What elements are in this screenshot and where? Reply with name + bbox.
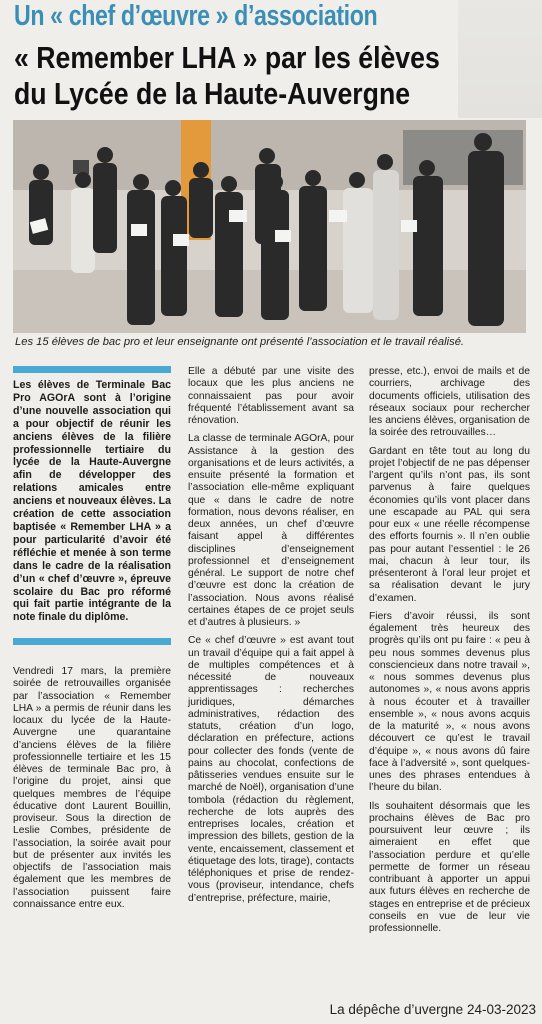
headline: [14, 40, 440, 112]
column-3: [369, 366, 530, 941]
group-photo: [13, 120, 526, 333]
photo-illustration: [13, 120, 526, 333]
kicker-title: Un « chef d’œuvre » d’association: [14, 0, 378, 32]
body-paragraph-3: La classe de terminale AGOrA, pour Assistance à la gestion des organisations et de leurs activités, a ensuite présenté la formation et l’association elle-même expliquant que « dans le cadre de notre formation, nous devons réaliser, en deux années, un chef d’œuvre faisant appel à différentes disciplines d’enseignement professionnel et d’enseignement général. Le support de notre chef d’œuvre est donc la création de l’association. Nous avons réalisé certaines étapes de ce projet seuls et d’autres à plusieurs. »: [188, 433, 354, 628]
body-paragraph-8: Ils souhaitent désormais que les prochains élèves de Bac pro poursuivent leur œuvre ; ils aimeraient en effet que l’association perdure et qu’elle permette de former un réseau contribuant à apporter un appui aux futurs élèves en recherche de stages en entreprise et de précieux conseils en vue de leur vie professionnelle.: [369, 800, 530, 934]
headline-line-1: « Remember LHA » par les élèves: [14, 40, 440, 75]
body-paragraph-6: Gardant en tête tout au long du projet l’objectif de ne pas dépenser l’argent qu’ils n’ont pas, ils sont parvenus à faire quelques économies qu’ils vont placer dans une escapade au PAL qui sera pour eux « une réelle récompense des efforts fournis ». Il n’en oublie pas pour autant l’essentiel : le 26 mai, chacun à leur tour, ils présenteront à l’oral leur projet et sa réalisation devant le jury d’examen.: [369, 445, 530, 604]
section-bar-top: [13, 366, 171, 373]
body-paragraph-4: Ce « chef d’œuvre » est avant tout un travail d’équipe qui a fait appel à de multiples compétences et à nécessité de nouveaux apprentissages : recherches juridiques, démarches administratives, rédaction des statuts, création d’un logo, déclaration en préfecture, actions pour collecter des fonds (vente de pains au chocolat, confections de pâtisseries vendues ensuite sur le marché de Noël), organisation d’une tombola (rédaction du règlement, recherche de lots auprès des entreprises locales, création et impression des billets, gestion de la vente, encaissement, classement et étiquetage des lots, tirage), contacts téléphoniques et prise de rendez-vous (proviseur, intendance, chefs d’entreprise, préfecture, mairie,: [188, 635, 354, 904]
headline-line-2: du Lycée de la Haute-Auvergne: [14, 76, 411, 111]
photo-caption: Les 15 élèves de bac pro et leur enseignante ont présenté l’association et le travail réalisé.: [15, 336, 465, 348]
adjacent-article-fragment: [458, 0, 542, 118]
column-1: [13, 366, 171, 911]
body-paragraph-7: Fiers d’avoir réussi, ils sont également très heureux des progrès qu’ils ont pu faire : « peu à peu nous sommes devenus plus consciencieux dans notre travail », « nous sommes devenus plus autonomes », « nous avons appris à nous écouter et à travailler ensemble », « nous avons acquis de la maturité », « nous avons découvert ce qu’est le travail d’équipe », « nous avons dû faire face à l’adversité », sont quelques-unes des phrases entendues à l’heure du bilan.: [369, 610, 530, 794]
body-paragraph-1: Vendredi 17 mars, la première soirée de retrouvailles organisée par l’association « Remember LHA » a permis de réunir dans les locaux du lycée de la Haute-Auvergne une quarantaine d’anciens élèves de la filière professionnelle tertiaire et les 15 élèves de terminale Bac pro, à l’origine du projet, ainsi que quelques membres de l’équipe éducative dont Laurent Bouillin, proviseur. Sous la direction de Leslie Combes, présidente de l’association, la soirée avait pour but de présenter aux invités les objectifs de l’association mais également que les membres de l’association puissent faire connaissance entre eux.: [13, 666, 171, 910]
body-paragraph-5: presse, etc.), envoi de mails et de courriers, archivage des documents officiels, utilisation des réseaux sociaux pour rechercher les anciens élèves, organisation de la soirée des retrouvailles…: [369, 366, 530, 439]
body-paragraph-2: Elle a débuté par une visite des locaux que les plus anciens ne connaissaient pas pour avoir fréquenté l’établissement avant sa rénovation.: [188, 366, 354, 426]
section-bar-middle: [13, 638, 171, 645]
column-2: [188, 366, 354, 911]
intro-paragraph: Les élèves de Terminale Bac Pro AGOrA sont à l’origine d’une nouvelle association qui a pour objectif de réunir les anciens élèves de la filière professionnelle tertiaire du lycée de la Haute-Auvergne afin de développer des relations amicales entre anciens et nouveaux élèves. La création de cette association baptisée « Remember LHA » a pour particularité d’avoir été réfléchie et menée à son terme dans le cadre de la réalisation d’un « chef d’œuvre », épreuve scolaire du Bac pro réformé qui fait partie intégrante de la note finale du diplôme.: [13, 379, 171, 624]
source-credit: La dépêche d’uvergne 24-03-2023: [329, 1002, 536, 1017]
